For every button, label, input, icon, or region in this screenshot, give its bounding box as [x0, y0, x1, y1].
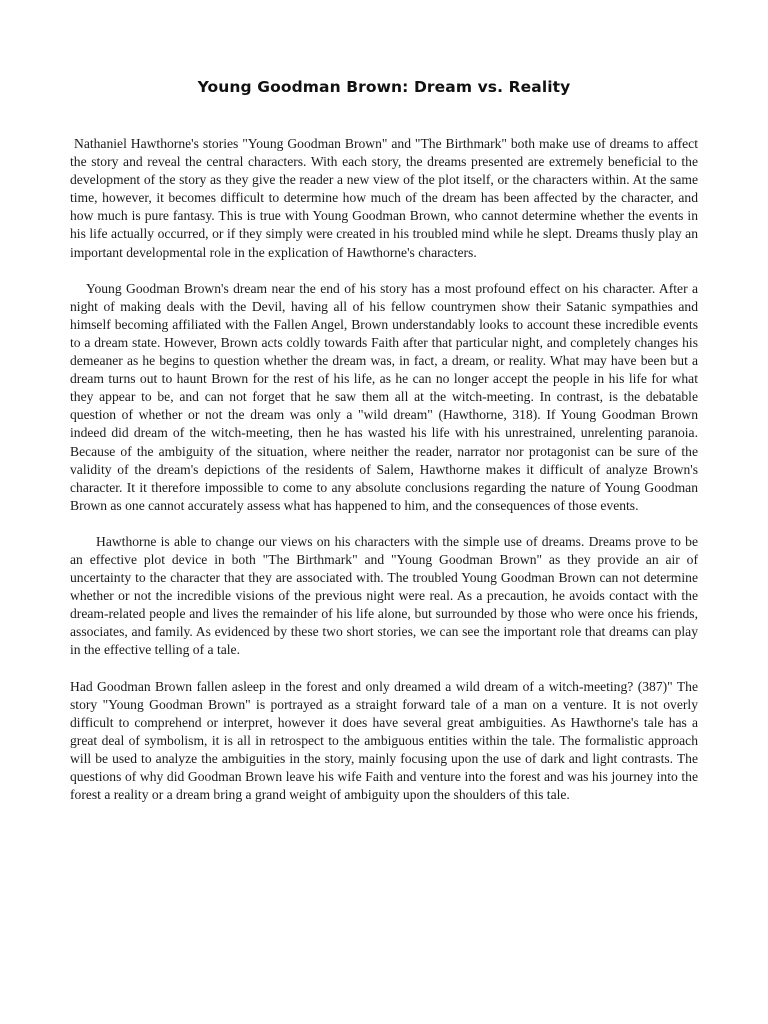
- paragraph-2: Young Goodman Brown's dream near the end of his story has a most profound effect on his character. After a night of making deals with the Devil, having all of his fellow countrymen show their Satanic sympathies and himself becoming affiliated with the Fallen Angel, Brown understandably looks to account these incredible events to a dream state. However, Brown acts coldly towards Faith after that particular night, and completely changes his demeaner as he begins to question whether the dream was, in fact, a dream, or reality. What may have been but a dream turns out to haunt Brown for the rest of his life, as he can no longer accept the people in his life for what they appear to be, and can not forget that he saw them all at the witch-meeting. In contrast, is the debatable question of whether or not the dream was only a "wild dream" (Hawthorne, 318). If Young Goodman Brown indeed did dream of the witch-meeting, then he has wasted his life with his unrestrained, unrelenting paranoia. Because of the ambiguity of the situation, where neither the reader, narrator nor protagonist can be sure of the validity of the dream's depictions of the residents of Salem, Hawthorne makes it difficult of analyze Brown's character. It it therefore impossible to come to any absolute conclusions regarding the nature of Young Goodman Brown as one cannot accurately assess what has happened to him, and the consequences of those events.: [70, 280, 698, 513]
- paragraph-1: Nathaniel Hawthorne's stories "Young Goodman Brown" and "The Birthmark" both make use of dreams to affect the story and reveal the central characters. With each story, the dreams presented are extremely beneficial to the development of the story as they give the reader a new view of the plot itself, or the characters within. At the same time, however, it becomes difficult to determine how much of the dream has been affected by the character, and how much is pure fantasy. This is true with Young Goodman Brown, who cannot determine whether the events in his life actually occurred, or if they simply were created in his troubled mind while he slept. Dreams thusly play an important developmental role in the explication of Hawthorne's characters.: [70, 136, 698, 260]
- document-body: [70, 135, 698, 822]
- paragraph-4: Had Goodman Brown fallen asleep in the forest and only dreamed a wild dream of a witch-meeting? (387)" The story "Young Goodman Brown" is portrayed as a straight forward tale of a man on a venture. It is not overly difficult to comprehend or interpret, however it does have several great ambiguities. As Hawthorne's tale has a great deal of symbolism, it is all in retrospect to the ambiguous entities within the tale. The formalistic approach will be used to analyze the ambiguities in the story, mainly focusing upon the use of dark and light contrasts. The questions of why did Goodman Brown leave his wife Faith and venture into the forest and was his journey into the forest a reality or a dream bring a grand weight of ambiguity upon the shoulders of this tale.: [70, 678, 698, 803]
- document-title: Young Goodman Brown: Dream vs. Reality: [197, 78, 571, 96]
- paragraph-3: Hawthorne is able to change our views on his characters with the simple use of dreams. Dreams prove to be an effective plot device in both "The Birthmark" and "Young Goodman Brown" as they provide an air of uncertainty to the character that they are associated with. The troubled Young Goodman Brown can not determine whether or not the incredible visions of the previous night were real. As a precaution, he avoids contact with the dream-related people and lives the remainder of his life alone, but surrounded by those who were once his friends, associates, and family. As evidenced by these two short stories, we can see the important role that dreams can play in the effective telling of a tale.: [70, 533, 698, 658]
